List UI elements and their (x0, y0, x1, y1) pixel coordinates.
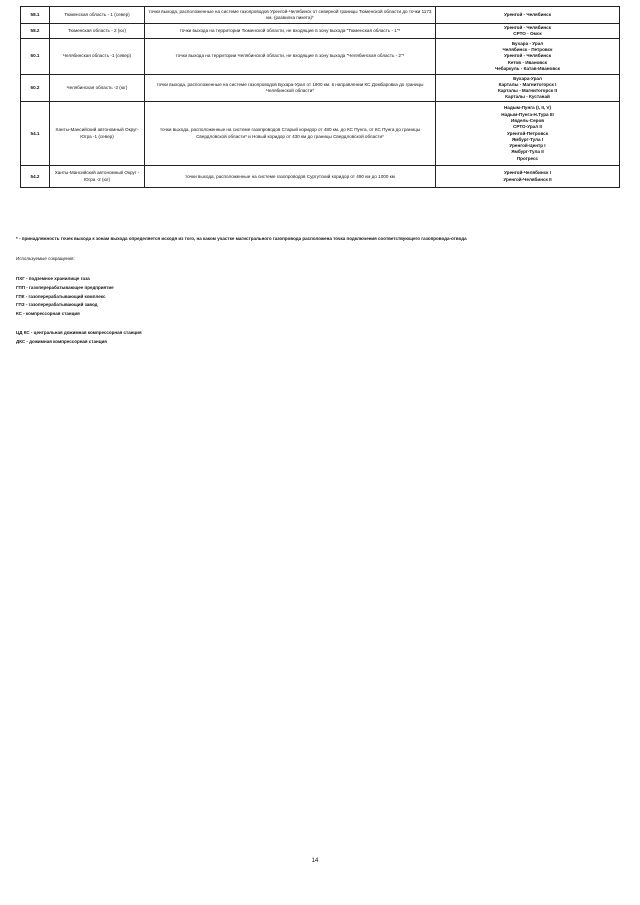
region-cell: Челябинская область -2 (юг) (50, 75, 145, 102)
exit-zones-table (20, 6, 620, 188)
zone-id-cell: 58.2 (21, 24, 50, 39)
direction-item: Уренгой - Челябинск (503, 53, 552, 59)
footnote: * - принадлежность точек выхода к зонам выхода определяется исходя из того, на каком участке магистрального газопровода расположена точка подключения соответствующего газопровода-отвода (16, 236, 467, 241)
direction-item: Бухара - Урал (511, 40, 544, 46)
direction-item: Ямбург-Тула II (511, 149, 544, 155)
direction-item: Челябинск - Петровск (502, 47, 553, 53)
abbreviations-title: Используемые сокращения: (16, 256, 75, 261)
abbreviation-item: КС - компрессорная станция (16, 311, 80, 317)
abbreviation-item: ПХГ - подземное хранилище газа (16, 276, 90, 281)
direction-item: Уренгой-Челябинск II (503, 176, 552, 182)
region-cell: Тюменская область - 2 (юг) (50, 24, 145, 39)
region-cell: Челябинская область -1 (север) (50, 39, 145, 75)
direction-item: Ямбург-Тула I (511, 136, 544, 142)
abbreviation-item: ЦД КС - центральная дожимная компрессорная станция (16, 329, 142, 335)
description-cell: точки выхода, расположенные на системе газопроводов Уренгой-Челябинск от северной границы Тюменской области до точки 1173 км. (развилка пикета)* (145, 7, 436, 24)
table-row (21, 24, 620, 39)
direction-item: Чебаркуль - Катав-Ивановск (495, 65, 560, 71)
direction-item: Уренгой-Центр I (509, 143, 546, 149)
directions-cell (436, 75, 620, 102)
zone-id-cell: 60.1 (21, 39, 50, 75)
region-cell: Ханты-Мансийский автономный Округ- Югра -1 (север) (50, 102, 145, 166)
direction-item: Карталы - Магнитогорск I (498, 81, 557, 87)
description-cell: точки выхода, расположенные на системе газопроводов Старый коридор от 480 км. до КС Пунга, от КС Пунга до границы Свердловской области* и Новый коридор от 430 км до границы Свердловской области* (145, 102, 436, 166)
direction-item: Надым-Пунга (I, II, V) (503, 105, 552, 111)
description-cell: точки выхода, расположенные на системе газопроводов Бухара-Урал от 1900 км. в направлении КС Домбаровка до границы Челябинской области* (145, 75, 436, 102)
direction-item: Уренгой-Челябинск I (503, 170, 552, 176)
directions-cell (436, 24, 620, 39)
direction-item: СРТО - Омск (513, 31, 542, 36)
abbreviation-item: ДКС - дожимная компрессорная станция (16, 338, 107, 344)
abbreviation-item: ГПК - газоперерабатывающий комплекс (16, 293, 106, 299)
directions-cell (436, 166, 620, 188)
table-body (21, 7, 620, 188)
direction-item: Уренгой - Челябинск (503, 24, 552, 30)
zone-id-cell: 60.2 (21, 75, 50, 102)
directions-cell (436, 39, 620, 75)
description-cell: точки выхода, расположенные на системе газопроводов Сургутский коридор от 490 км до 1000 км (145, 166, 436, 188)
abbreviation-item: ГПЗ - газоперерабатывающий завод (16, 302, 98, 308)
abbreviations-list (16, 275, 616, 347)
table-row (21, 166, 620, 188)
directions-cell (436, 7, 620, 24)
table-row (21, 102, 620, 166)
direction-item: Карталы - Магнитогорск II (498, 88, 557, 94)
spacer (16, 319, 616, 329)
direction-item: Уренгой-Петровск (506, 130, 549, 136)
description-cell: точки выхода на территории Челябинской области, не входящие в зону выхода "Челябинская область - 2"* (145, 39, 436, 75)
direction-item: Надым-Пунга-Н.Тура III (501, 111, 554, 117)
region-cell: Тюменская область - 1 (север) (50, 7, 145, 24)
direction-item: Прогресс (516, 155, 539, 161)
page-number: 14 (311, 858, 319, 864)
direction-item: Бухара-Урал (513, 75, 542, 81)
direction-item: Ивдель-Серов (510, 117, 545, 123)
direction-item: Кетов - Ивановск (508, 59, 547, 65)
direction-item: Уренгой - Челябинск (503, 11, 552, 17)
zone-id-cell: 54.2 (21, 166, 50, 188)
table-row (21, 75, 620, 102)
table-row (21, 7, 620, 24)
directions-cell (436, 102, 620, 166)
description-cell: точки выхода на территории Тюменской области, не входящие в зону выхода "Тюменская область - 1"* (145, 24, 436, 39)
zone-id-cell: 58.1 (21, 7, 50, 24)
direction-item: СРТО-Урал II (513, 124, 542, 130)
direction-item: Карталы - Кустанай (505, 94, 550, 100)
abbreviation-item: ГПП - газоперерабатывающее предприятие (16, 284, 114, 290)
zone-id-cell: 54.1 (21, 102, 50, 166)
region-cell: Ханты-Мансийский автономный Округ - Югра -2 (юг) (50, 166, 145, 188)
table-row (21, 39, 620, 75)
